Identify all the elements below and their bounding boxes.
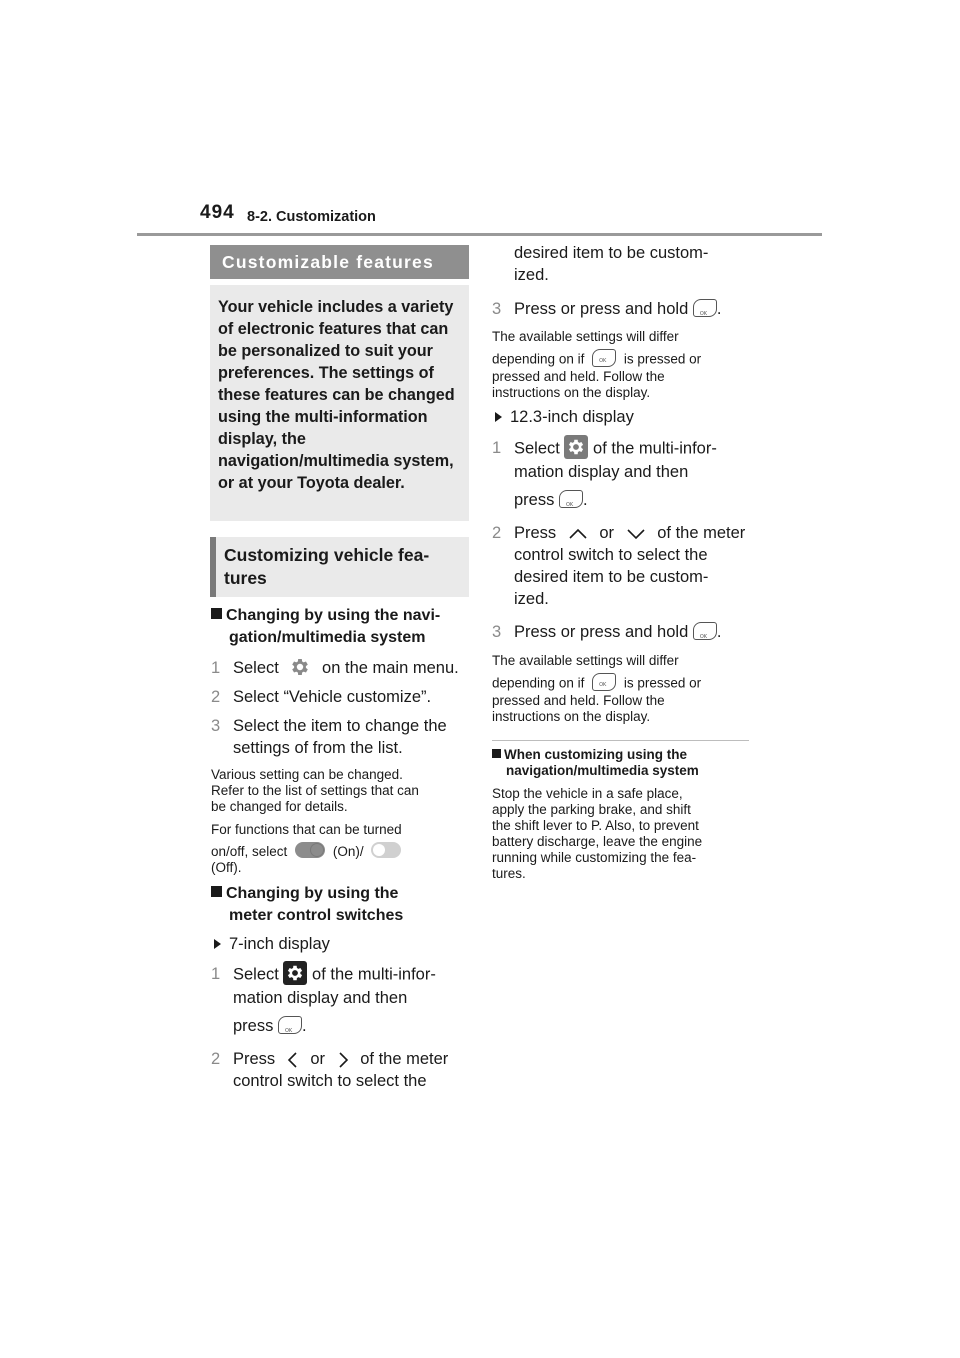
when-heading: When customizing using the navigation/multimedia system <box>492 747 752 779</box>
gear-icon <box>289 656 311 678</box>
page-number: 494 <box>200 202 235 223</box>
gear-icon <box>564 435 588 459</box>
square-bullet-icon <box>211 608 222 619</box>
square-bullet-icon <box>492 749 501 758</box>
intro-text: Your vehicle includes a variety of electronic features that can be personalized to suit your preferences. The settings of these features can be changed using the multi-information display, the navigation/multimedia system, or at your Toyota dealer. <box>218 298 455 492</box>
toggle-off-icon <box>371 842 401 858</box>
customizing-vehicle-heading <box>210 537 469 597</box>
meter-subheading: Changing by using the meter control switches <box>211 883 471 927</box>
d12-step-2: 2 Press or of the meter control switch to select the desired item to be custom- ized. <box>492 524 746 608</box>
customizable-features-heading: Customizable features <box>210 245 469 279</box>
ok-button-icon <box>693 622 717 640</box>
triangle-bullet-icon <box>214 939 221 949</box>
intro-box <box>210 285 469 521</box>
heading-line: Customizing vehicle fea- <box>224 545 430 565</box>
meter-step-3: 3 Press or press and hold OK . <box>492 298 762 322</box>
ok-button-icon <box>278 1016 302 1034</box>
ok-button-icon <box>592 349 616 367</box>
chevron-right-icon <box>336 1051 350 1069</box>
triangle-bullet-icon <box>495 412 502 422</box>
header-divider <box>137 233 822 236</box>
chevron-up-icon <box>567 527 589 541</box>
meter-note: The available settings will differ depending on if OK is pressed or pressed and held. Follow the instructions on the display. <box>492 329 752 401</box>
gear-icon <box>283 961 307 985</box>
ok-button-icon <box>559 490 583 508</box>
square-bullet-icon <box>211 886 222 897</box>
chevron-left-icon <box>286 1051 300 1069</box>
sub-12-inch: 12.3-inch display <box>495 406 634 428</box>
d12-step-3: 3 Press or press and hold OK . <box>492 621 762 645</box>
nav-step-3: 3 Select the item to change the settings of from the list. <box>211 717 447 757</box>
nav-step-2: 2 Select “Vehicle customize”. <box>211 688 432 706</box>
nav-step-1: 1 Select on the main menu. <box>211 657 481 681</box>
toggle-on-icon <box>295 842 325 858</box>
chevron-down-icon <box>625 527 647 541</box>
nav-subheading: Changing by using the navi- gation/multimedia system <box>211 605 471 649</box>
heading-line: tures <box>224 568 267 588</box>
nav-note-2: For functions that can be turned on/off, select (On)/ (Off). <box>211 822 402 876</box>
nav-note-1: Various setting can be changed. Refer to the list of settings that can be changed for details. <box>211 767 419 814</box>
ok-button-icon <box>693 299 717 317</box>
ok-button-icon <box>592 673 616 691</box>
d12-note: The available settings will differ depending on if OK is pressed or pressed and held. Follow the instructions on the display. <box>492 653 752 725</box>
section-title: 8-2. Customization <box>247 209 376 225</box>
when-body: Stop the vehicle in a safe place, apply the parking brake, and shift the shift lever to P. Also, to prevent battery discharge, leave the engine running while customizing the fea- tures. <box>492 786 703 881</box>
meter-step-2-cont: desired item to be custom- ized. <box>514 244 709 284</box>
meter-step-1: 1 Select of the multi-infor- mation display and then press OK . <box>211 963 481 1043</box>
meter-step-2: 2 Press or of the meter control switch to select the <box>211 1050 449 1090</box>
sub-7-inch: 7-inch display <box>214 933 330 955</box>
d12-step-1: 1 Select of the multi-infor- mation display and then press OK . <box>492 437 762 517</box>
info-divider <box>492 740 749 741</box>
